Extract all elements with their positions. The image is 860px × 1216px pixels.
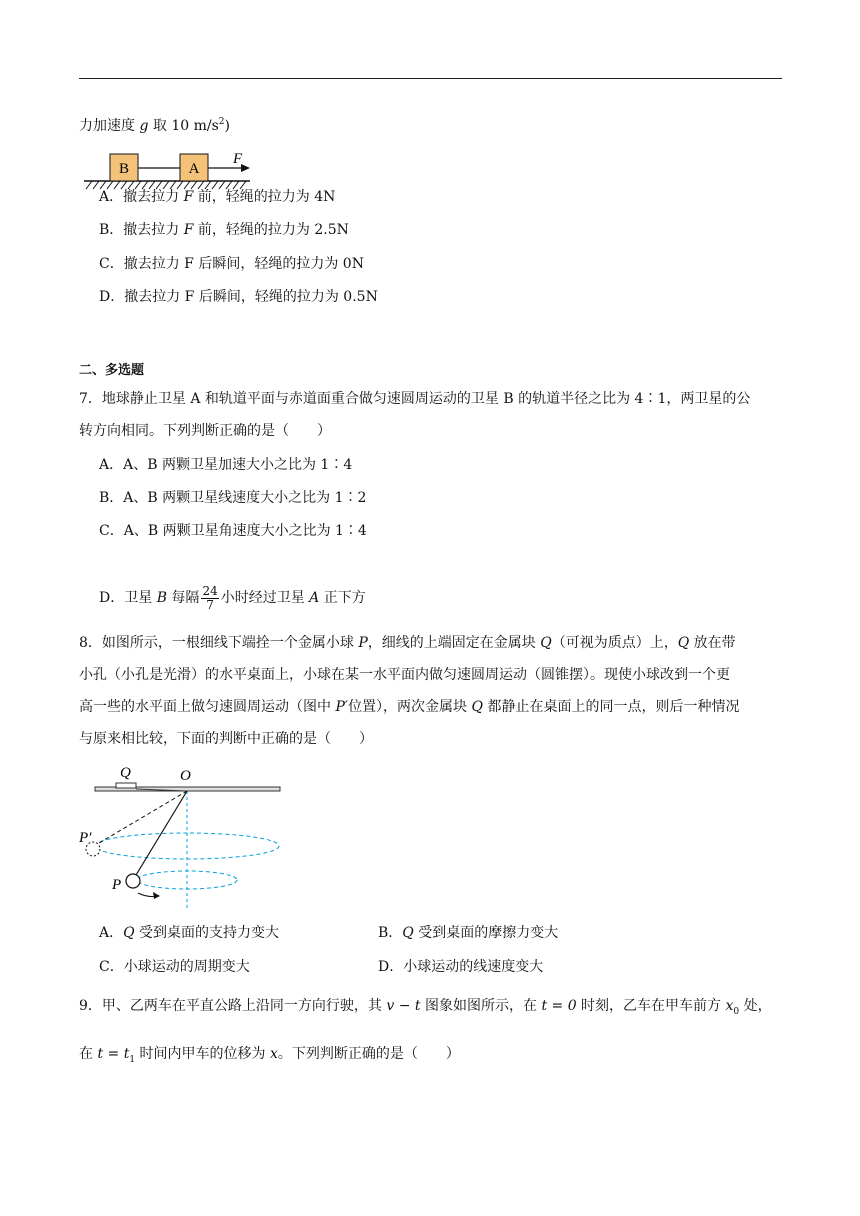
option-text: A、B 两颗卫星线速度大小之比为 1∶2 [123, 490, 367, 506]
q8-stem-line4: 与原来相比较，下面的判断中正确的是（ ） [79, 731, 373, 747]
stem-text: 在 [79, 1046, 98, 1062]
stem-var: P′ [335, 699, 349, 715]
q7-stem-line1: 7．地球静止卫星 A 和轨道平面与赤道面重合做匀速圆周运动的卫星 B 的轨道半径之比为 4∶1，两卫星的公 [79, 391, 751, 407]
stem-var: x [725, 998, 734, 1014]
option-letter: C． [99, 959, 124, 975]
option-var: Q [402, 925, 414, 941]
option-var: F [183, 189, 194, 205]
option-text: 前，轻绳的拉力为 4N [193, 189, 336, 205]
stem-sub: 1 [129, 1054, 136, 1065]
q6-option-d [99, 287, 378, 307]
option-letter: C． [99, 523, 124, 539]
q6-cont-end: ) [224, 118, 230, 134]
force-label: F [233, 151, 243, 167]
label-o: O [180, 768, 191, 784]
option-text: 撤去拉力 F 后瞬间，轻绳的拉力为 0.5N [124, 289, 378, 305]
q9-stem-line1 [79, 996, 772, 1022]
q8-option-b [378, 923, 558, 943]
q7-option-a [99, 455, 352, 475]
stem-text: 位置），两次金属块 [348, 699, 472, 715]
option-letter: A． [99, 189, 124, 205]
stem-text: ，细线的上端固定在金属块 [367, 635, 541, 651]
stem-text: 图象如图所示，在 [420, 998, 542, 1014]
q6-cont-text: 力加速度 [79, 118, 140, 134]
q6-option-a [99, 187, 335, 207]
q8-stem-line2: 小孔（小孔是光滑）的水平桌面上，小球在某一水平面内做匀速圆周运动（圆锥摆）。现使小球改到一个更 [79, 667, 730, 683]
stem-text: 都静止在桌面上的同一点，则后一种情况 [483, 699, 740, 715]
option-text: 小球运动的周期变大 [123, 959, 250, 975]
q6-option-b [99, 220, 349, 240]
ball-p [126, 874, 140, 888]
option-text: 卫星 [124, 590, 157, 606]
stem-text: 高一些的水平面上做匀速圆周运动（图中 [79, 699, 336, 715]
stem-var: v − t [386, 998, 421, 1014]
option-var: A [309, 590, 320, 606]
stem-var: Q [471, 699, 483, 715]
q7-option-c [99, 521, 367, 541]
fraction-num: 24 [202, 583, 218, 598]
option-text: 正下方 [319, 590, 366, 606]
block-q [116, 783, 136, 788]
q6-cont-tail: 取 10 m/s [148, 118, 219, 134]
stem-text: 时刻，乙车在甲车前方 [576, 998, 726, 1014]
option-text: 受到桌面的摩擦力变大 [413, 925, 559, 941]
q6-g-var: g [139, 118, 149, 134]
q7-stem-line2: 转方向相同。下列判断正确的是（ ） [79, 423, 331, 439]
q8-option-c [99, 957, 250, 977]
stem-text: （可视为质点）上， [551, 635, 678, 651]
option-text: 小球运动的线速度变大 [403, 959, 544, 975]
stem-var: Q [540, 635, 552, 651]
stem-var: x [269, 1046, 278, 1062]
option-letter: D． [99, 590, 125, 606]
label-q: Q [120, 765, 131, 781]
option-letter: C． [99, 256, 124, 272]
option-text: A、B 两颗卫星角速度大小之比为 1∶4 [123, 523, 367, 539]
stem-text: 9．甲、乙两车在平直公路上沿同一方向行驶，其 [79, 998, 387, 1014]
option-text: 撤去拉力 [123, 222, 184, 238]
option-text: A、B 两颗卫星加速大小之比为 1∶4 [123, 457, 353, 473]
stem-var: Q [677, 635, 690, 651]
option-letter: D． [378, 959, 404, 975]
q8-option-d [378, 957, 543, 977]
stem-text: 处， [739, 998, 772, 1014]
option-text: 撤去拉力 [123, 189, 184, 205]
block-b-label: B [118, 161, 130, 177]
option-letter: D． [99, 289, 125, 305]
label-p: P [112, 877, 122, 893]
option-letter: B． [99, 490, 124, 506]
q6-option-c [99, 254, 364, 274]
option-letter: B． [378, 925, 403, 941]
block-a-label: A [188, 161, 200, 177]
option-var: B [156, 590, 167, 606]
fraction [201, 585, 218, 612]
stem-text: 。下列判断正确的是（ ） [277, 1046, 460, 1062]
q8-stem-line1 [79, 633, 736, 653]
label-p-prime: P′ [79, 830, 92, 846]
q8-stem-line3 [79, 697, 739, 717]
stem-var: t = t [97, 1046, 130, 1062]
q7-option-b [99, 488, 366, 508]
q9-stem-line2 [79, 1044, 460, 1070]
option-var: Q [123, 925, 135, 941]
stem-text: 放在带 [689, 635, 736, 651]
stem-sub: 0 [733, 1006, 740, 1017]
fraction-den: 7 [206, 597, 214, 612]
q8-option-a [99, 923, 279, 943]
stem-text: 8．如图所示，一根细线下端拴一个金属小球 [79, 635, 359, 651]
option-letter: B． [99, 222, 124, 238]
stem-var: P [358, 635, 368, 651]
q7-option-d [99, 584, 366, 612]
option-text: 撤去拉力 F 后瞬间，轻绳的拉力为 0N [123, 256, 364, 272]
option-letter: A． [99, 925, 124, 941]
stem-text: 时间内甲车的位移为 [135, 1046, 270, 1062]
option-text: 前，轻绳的拉力为 2.5N [193, 222, 349, 238]
option-var: F [183, 222, 194, 238]
option-text: 小时经过卫星 [220, 590, 310, 606]
option-text: 受到桌面的支持力变大 [134, 925, 280, 941]
option-letter: A． [99, 457, 124, 473]
section-title: 二、多选题 [79, 363, 145, 378]
option-text: 每隔 [166, 590, 200, 606]
lower-orbit [137, 871, 237, 889]
q6-cont-sup: 2 [218, 117, 225, 127]
stem-var: t = 0 [541, 998, 577, 1014]
